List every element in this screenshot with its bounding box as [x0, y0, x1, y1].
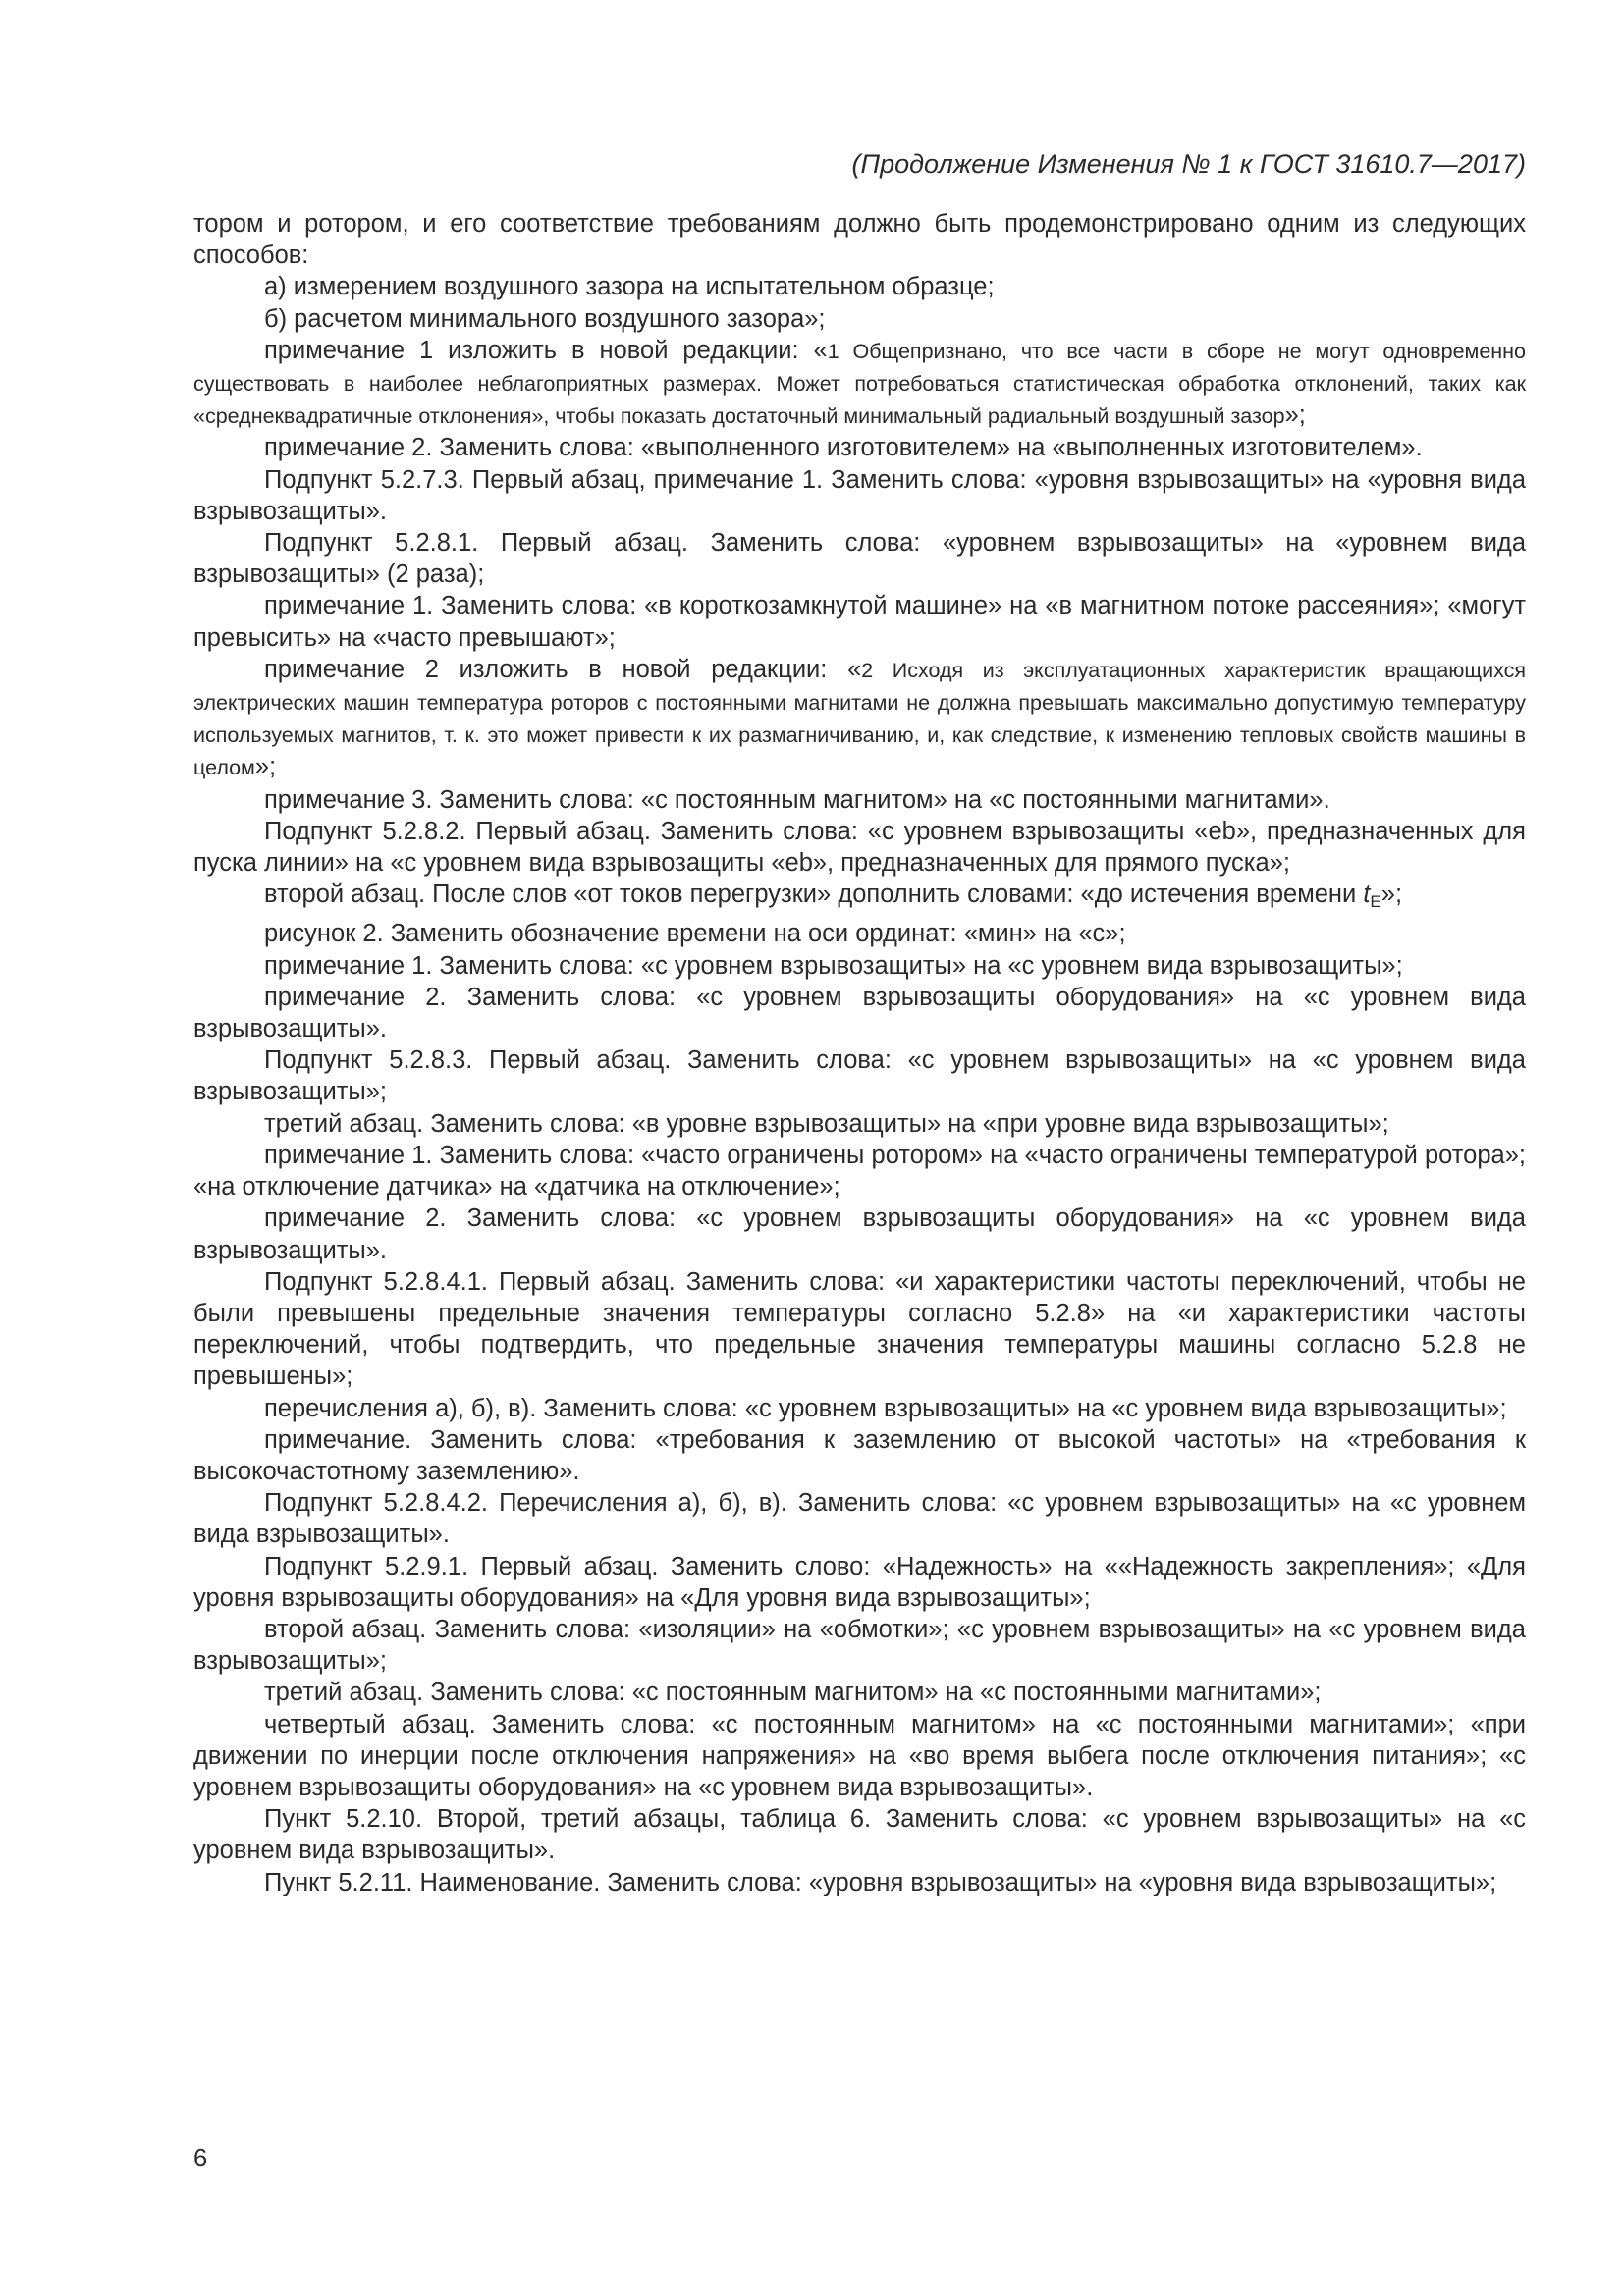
list-item-a: а) измерением воздушного зазора на испытательном образце; — [264, 273, 995, 301]
running-header: (Продолжение Изменения № 1 к ГОСТ 31610.7—2017) — [851, 149, 1526, 179]
paragraph-note-2 — [193, 654, 1526, 784]
paragraph-note-1 — [193, 335, 1526, 433]
paragraph-28: Пункт 5.2.10. Второй, третий абзацы, таблица 6. Заменить слова: «с уровнем взрывозащиты» на «с уровнем вида взрывозащиты». — [193, 1805, 1526, 1865]
paragraph-17: третий абзац. Заменить слова: «в уровне взрывозащиты» на «при уровне вида взрывозащиты»; — [264, 1109, 1389, 1138]
paragraph-26: третий абзац. Заменить слова: «с постоянным магнитом» на «с постоянными магнитами»; — [264, 1679, 1322, 1707]
paragraph-21: перечисления а), б), в). Заменить слова: «с уровнем взрывозащиты» на «с уровнем вида взрывозащиты»; — [264, 1394, 1507, 1422]
paragraph-22: примечание. Заменить слова: «требования к заземлению от высокой частоты» на «требования к высокочастотному заземлению». — [193, 1425, 1526, 1485]
paragraph-7: Подпункт 5.2.8.1. Первый абзац. Заменить слова: «уровнем взрывозащиты» на «уровнем вида взрывозащиты» (2 раза); — [193, 529, 1526, 589]
paragraph-5: примечание 2. Заменить слова: «выполненного изготовителем» на «выполненных изготовителем». — [264, 434, 1423, 462]
paragraph-8: примечание 1. Заменить слова: «в короткозамкнутой машине» на «в магнитном потоке рассеяния»; «могут превысить» на «часто превышают»; — [193, 592, 1526, 652]
paragraph-1: тором и ротором, и его соответствие требованиям должно быть продемонстрировано одним из следующих способов: — [193, 210, 1526, 270]
time-subscript: E — [1370, 892, 1381, 912]
paragraph-16: Подпункт 5.2.8.3. Первый абзац. Заменить слова: «с уровнем взрывозащиты» на «с уровнем вида взрывозащиты»; — [193, 1046, 1526, 1106]
paragraph-12-tail: »; — [1380, 881, 1403, 909]
paragraph-29: Пункт 5.2.11. Наименование. Заменить слова: «уровня взрывозащиты» на «уровня вида взрывозащиты»; — [264, 1868, 1497, 1896]
paragraph-11: Подпункт 5.2.8.2. Первый абзац. Заменить слова: «с уровнем взрывозащиты «eb», предназначенных для пуска линии» на «с уровнем вида взрывозащиты «eb», предназначенных для прямого пуска»; — [193, 817, 1526, 878]
paragraph-19: примечание 2. Заменить слова: «с уровнем взрывозащиты оборудования» на «с уровнем вида взрывозащиты». — [193, 1204, 1526, 1264]
paragraph-25: второй абзац. Заменить слова: «изоляции» на «обмотки»; «с уровнем взрывозащиты» на «с уровнем вида взрывозащиты»; — [193, 1615, 1526, 1676]
paragraph-24: Подпункт 5.2.9.1. Первый абзац. Заменить слово: «Надежность» на ««Надежность закрепления»; «Для уровня взрывозащиты оборудования» на «Для уровня вида взрывозащиты»; — [193, 1552, 1526, 1612]
time-variable: t — [1363, 881, 1371, 909]
paragraph-12 — [193, 879, 1526, 918]
paragraph-20: Подпункт 5.2.8.4.1. Первый абзац. Заменить слова: «и характеристики частоты переключений, чтобы не были превышены предельные значения температуры согласно 5.2.8» на «и характеристики частоты переключений, чтобы подтвердить, что предельные значения температуры машины согласно 5.2.8 не превышены»; — [193, 1267, 1526, 1391]
note-2-lead: примечание 2 изложить в новой редакции: « — [264, 655, 862, 683]
note-1-lead: примечание 1 изложить в новой редакции: « — [264, 336, 828, 364]
note-1-tail: »; — [1284, 401, 1306, 430]
paragraph-10: примечание 3. Заменить слова: «с постоянным магнитом» на «с постоянными магнитами». — [264, 785, 1330, 814]
paragraph-13: рисунок 2. Заменить обозначение времени на оси ординат: «мин» на «с»; — [264, 920, 1126, 948]
paragraph-15: примечание 2. Заменить слова: «с уровнем взрывозащиты оборудования» на «с уровнем вида взрывозащиты». — [193, 983, 1526, 1043]
paragraph-27: четвертый абзац. Заменить слова: «с постоянным магнитом» на «с постоянными магнитами»; «при движении по инерции после отключения напряжения» на «во время выбега после отключения питания»; «с уровнем взрывозащиты оборудования» на «с уровнем вида взрывозащиты». — [193, 1710, 1526, 1801]
paragraph-14: примечание 1. Заменить слова: «с уровнем взрывозащиты» на «с уровнем вида взрывозащиты»; — [264, 951, 1403, 980]
note-2-tail: »; — [254, 753, 277, 781]
page-number: 6 — [193, 2145, 208, 2172]
paragraph-23: Подпункт 5.2.8.4.2. Перечисления а), б), в). Заменить слова: «с уровнем взрывозащиты» на «с уровнем вида взрывозащиты». — [193, 1489, 1526, 1549]
document-body — [193, 208, 1526, 1898]
list-item-b: б) расчетом минимального воздушного зазора»; — [264, 304, 826, 333]
paragraph-6: Подпункт 5.2.7.3. Первый абзац, примечание 1. Заменить слова: «уровня взрывозащиты» на «уровня вида взрывозащиты». — [193, 465, 1526, 525]
note-1-text: 1 Общепризнано, что все части в сборе не могут одновременно существовать в наиболее неблагоприятных размерах. Может потребоваться статистическая обработка отклонений, таких как «среднеквадратичные отклонения», чтобы показать достаточный минимальный радиальный воздушный зазор — [193, 339, 1527, 429]
paragraph-12-lead: второй абзац. После слов «от токов перегрузки» дополнить словами: «до истечения времени — [264, 881, 1364, 909]
paragraph-18: примечание 1. Заменить слова: «часто ограничены ротором» на «часто ограничены температурой ротора»; «на отключение датчика» на «датчика на отключение»; — [193, 1141, 1526, 1201]
note-2-text: 2 Исходя из эксплуатационных характеристик вращающихся электрических машин температура роторов с постоянными магнитами не должна превышать максимально допустимую температуру используемых магнитов, т. к. это может привести к их размагничиванию, и, как следствие, к изменению тепловых свойств машины в целом — [193, 658, 1526, 780]
